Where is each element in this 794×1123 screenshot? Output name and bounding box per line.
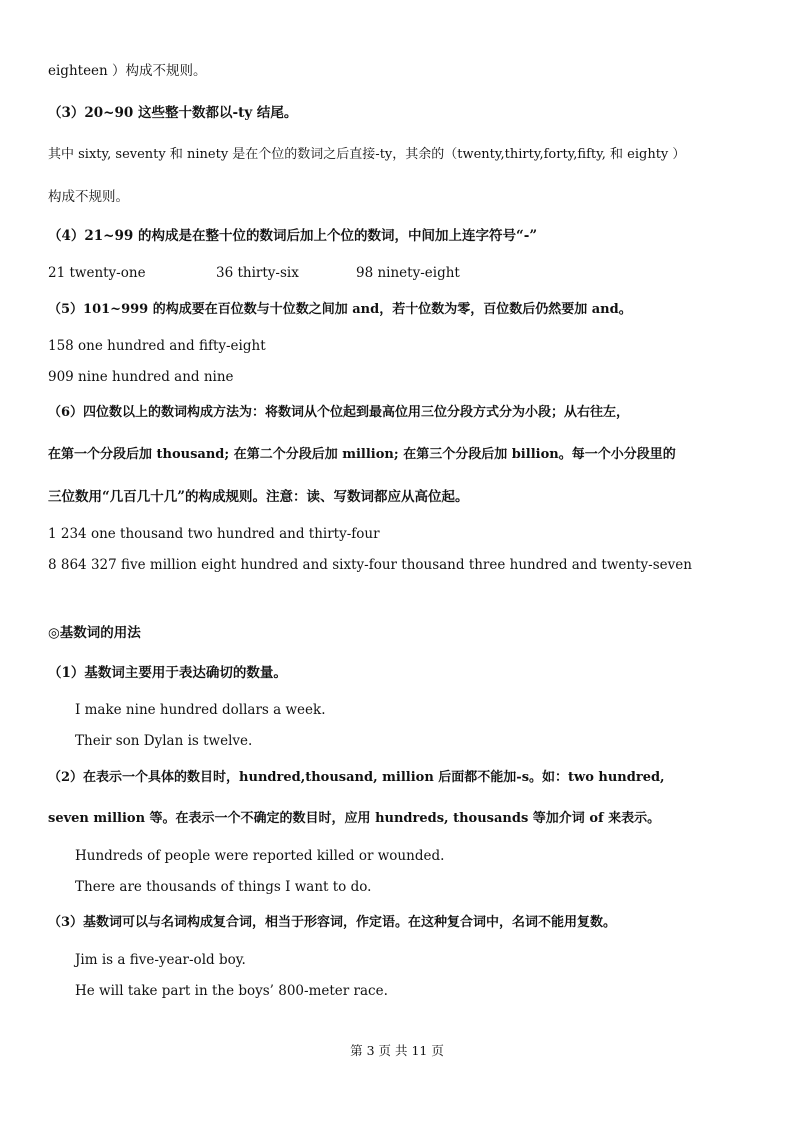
usage-2-example-1: Hundreds of people were reported killed or wounded. <box>75 848 445 864</box>
heading-3: （3）20~90 这些整十数都以-ty 结尾。 <box>48 105 298 121</box>
usage-3-example-1: Jim is a five-year-old boy. <box>75 952 246 968</box>
usage-3: （3）基数词可以与名词构成复合词，相当于形容词，作定语。在这种复合词中，名词不能用复数。 <box>48 915 617 930</box>
example-8864327: 8 864 327 five million eight hundred and sixty-four thousand three hundred and twenty-seven <box>48 557 692 573</box>
example-98: 98 ninety-eight <box>356 265 460 281</box>
heading-4: （4）21~99 的构成是在整十位的数词后加上个位的数词，中间加上连字符号“-” <box>48 228 538 244</box>
usage-1: （1）基数词主要用于表达确切的数量。 <box>48 665 287 681</box>
line-3: 其中 sixty, seventy 和 ninety 是在个位的数词之后直接-ty，其余的（twenty,thirty,forty,fifty, 和 eighty ） <box>48 147 686 162</box>
example-36: 36 thirty-six <box>216 265 299 281</box>
line-1: eighteen ）构成不规则。 <box>48 63 207 79</box>
example-909: 909 nine hundred and nine <box>48 369 234 385</box>
line-4: 构成不规则。 <box>48 189 129 205</box>
page-footer: 第 3 页 共 11 页 <box>350 1043 444 1058</box>
heading-5: （5）101~999 的构成要在百位数与十位数之间加 and，若十位数为零，百位数后仍然要加 and。 <box>48 302 632 317</box>
heading-6: （6）四位数以上的数词构成方法为：将数词从个位起到最高位用三位分段方式分为小段；从右往左， <box>48 405 630 420</box>
example-158: 158 one hundred and fifty-eight <box>48 338 266 354</box>
usage-1-example-2: Their son Dylan is twelve. <box>75 733 253 749</box>
usage-1-example-1: I make nine hundred dollars a week. <box>75 702 326 718</box>
usage-2: （2）在表示一个具体的数目时，hundred,thousand, million 后面都不能加-s。如：two hundred, <box>48 770 665 785</box>
section-title: ◎基数词的用法 <box>48 625 141 641</box>
example-21: 21 twenty-one <box>48 265 146 281</box>
usage-3-example-2: He will take part in the boys’ 800-meter race. <box>75 983 388 999</box>
example-1234: 1 234 one thousand two hundred and thirty-four <box>48 526 380 542</box>
line-12: 三位数用“几百几十几”的构成规则。注意：读、写数词都应从高位起。 <box>48 489 469 505</box>
usage-2-cont: seven million 等。在表示一个不确定的数目时，应用 hundreds, thousands 等加介词 of 来表示。 <box>48 811 661 826</box>
usage-2-example-2: There are thousands of things I want to do. <box>75 879 372 895</box>
line-11: 在第一个分段后加 thousand; 在第二个分段后加 million; 在第三个分段后加 billion。每一个小分段里的 <box>48 447 676 462</box>
